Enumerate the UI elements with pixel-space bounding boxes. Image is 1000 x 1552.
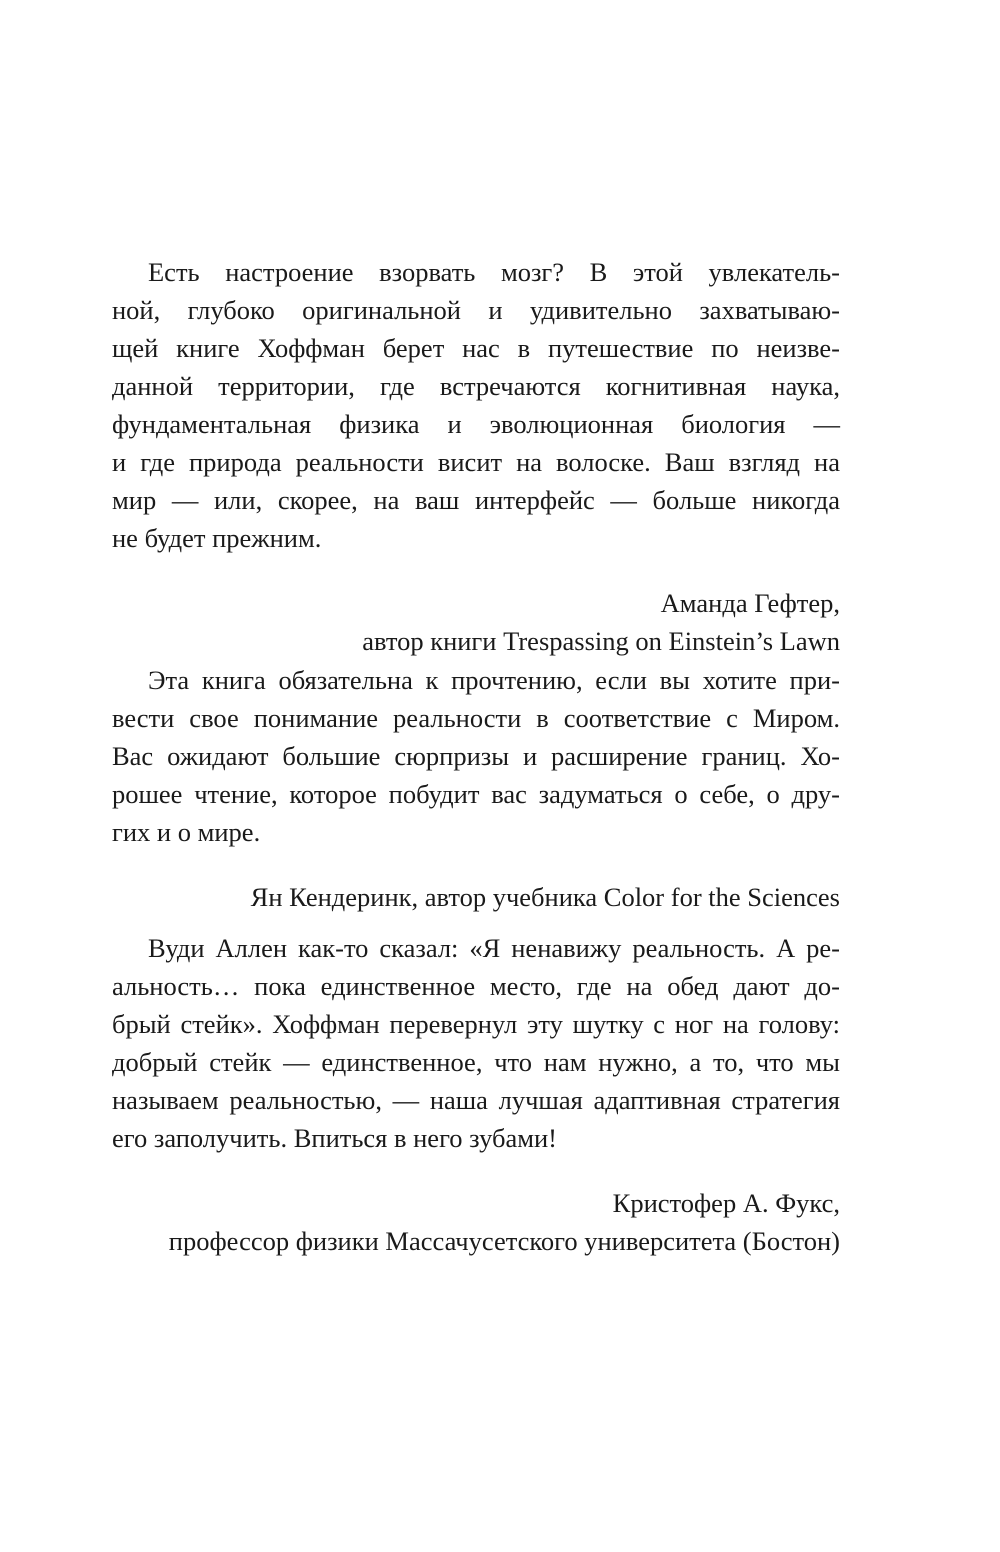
blurb-koenderink bbox=[112, 661, 840, 916]
blurb-fuchs bbox=[112, 929, 840, 1260]
text-line: альность… пока единственное место, где на обед дают до- bbox=[112, 971, 840, 1001]
text-line: фундаментальная физика и эволюционная биология — bbox=[112, 409, 840, 439]
attribution-line: Ян Кендеринк, автор учебника Color for the Sciences bbox=[250, 882, 840, 912]
text-line: Есть настроение взорвать мозг? В этой увлекатель- bbox=[148, 257, 840, 287]
text-line: называем реальностью, — наша лучшая адаптивная стратегия bbox=[112, 1085, 840, 1115]
text-line: гих и о мире. bbox=[112, 817, 261, 847]
text-line: мир — или, скорее, на ваш интерфейс — больше никогда bbox=[112, 485, 840, 515]
text-line: Эта книга обязательна к прочтению, если вы хотите при- bbox=[148, 665, 840, 695]
text-line: Вуди Аллен как-то сказал: «Я ненавижу реальность. А ре- bbox=[148, 933, 840, 963]
attribution-line: профессор физики Массачусетского университета (Бостон) bbox=[168, 1226, 840, 1256]
text-line: данной территории, где встречаются когнитивная наука, bbox=[112, 371, 840, 401]
text-line: щей книге Хоффман берет нас в путешествие по неизве- bbox=[112, 333, 840, 363]
text-line: брый стейк». Хоффман перевернул эту шутку с ног на голову: bbox=[112, 1009, 840, 1039]
text-line: и где природа реальности висит на волоске. Ваш взгляд на bbox=[112, 447, 840, 477]
text-line: ной, глубоко оригинальной и удивительно захватываю- bbox=[112, 295, 840, 325]
text-line: добрый стейк — единственное, что нам нужно, а то, что мы bbox=[112, 1047, 840, 1077]
text-line: вести свое понимание реальности в соответствие с Миром. bbox=[112, 703, 840, 733]
text-line: рошее чтение, которое побудит вас задуматься о себе, о дру- bbox=[112, 779, 840, 809]
text-line: его заполучить. Впиться в него зубами! bbox=[112, 1123, 557, 1153]
attribution-line: Кристофер А. Фукс, bbox=[612, 1188, 840, 1218]
attribution-line: Аманда Гефтер, bbox=[660, 588, 840, 618]
blurb-gefter bbox=[112, 253, 840, 660]
text-line: не будет прежним. bbox=[112, 523, 322, 553]
text-line: Вас ожидают большие сюрпризы и расширение границ. Хо- bbox=[112, 741, 840, 771]
attribution-line: автор книги Trespassing on Einstein’s Lawn bbox=[362, 626, 840, 656]
